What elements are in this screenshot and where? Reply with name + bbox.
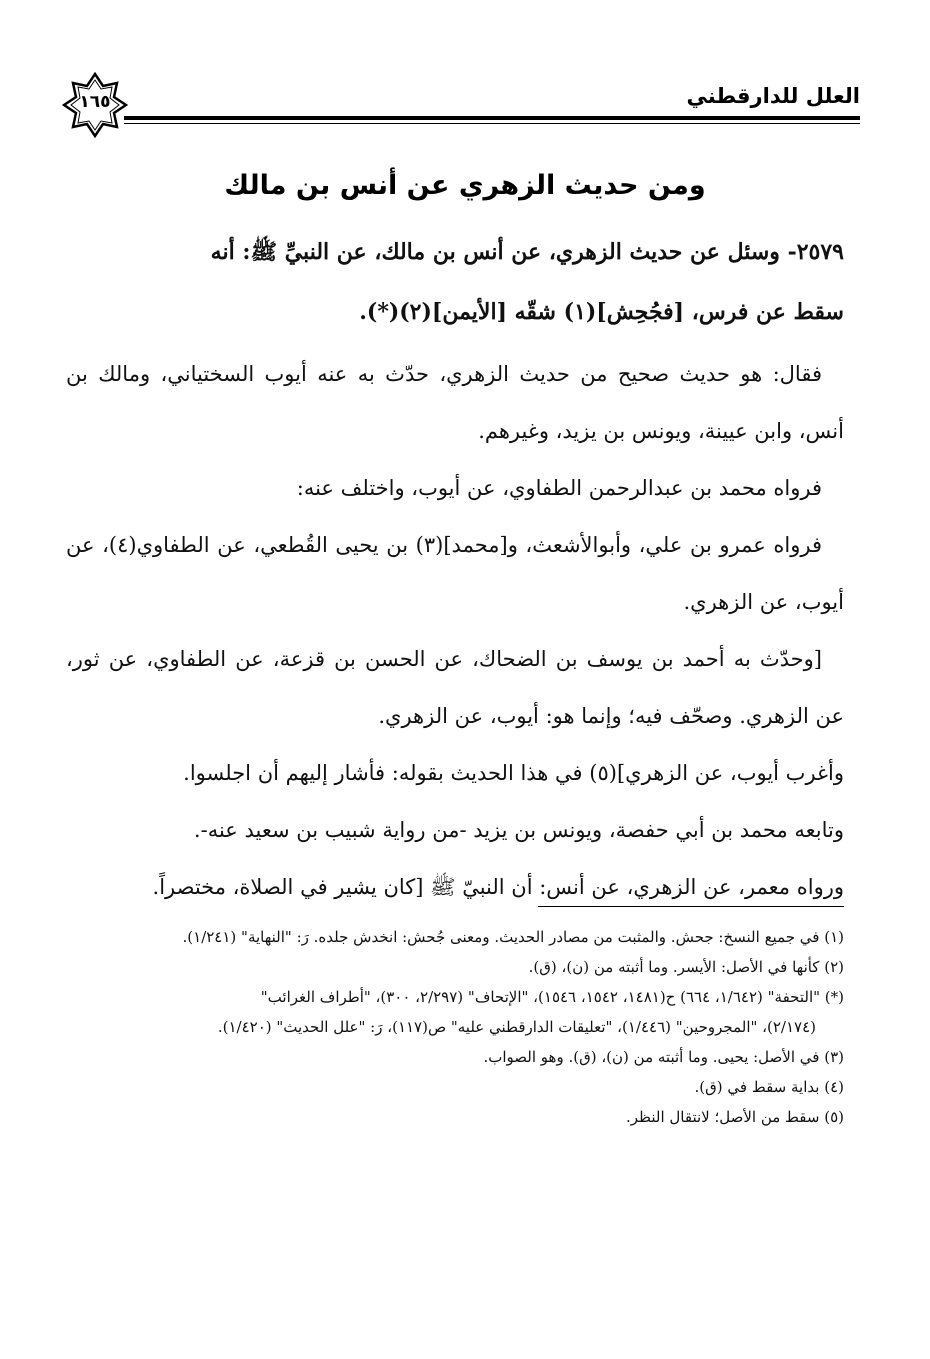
hadith-line-1: ٢٥٧٩- وسئل عن حديث الزهري، عن أنس بن مالك، عن النبيِّ ﷺ: أنه xyxy=(210,239,844,265)
footnote: (٤) بداية سقط في (ق). xyxy=(694,1078,844,1096)
page-header xyxy=(62,72,860,132)
body-paragraph: فقال: هو حديث صحيح من حديث الزهري، حدّث به عنه أيوب السختياني، ومالك بن أنس، وابن عيينة، ويونس بن يزيد، وغيرهم. xyxy=(66,362,844,443)
footnotes xyxy=(66,922,844,1132)
page-number: ١٦٥ xyxy=(79,92,111,112)
body-paragraph: ورواه معمر، عن الزهري، عن أنس: أن النبيّ ﷺ [كان يشير في الصلاة، مختصراً. xyxy=(152,875,844,899)
footnote: (*) "التحفة" (١/٦٤٢، ٦٦٤) ح(١٤٨١، ١٥٤٢، ١٥٤٦)، "الإتحاف" (٢/٢٩٧، ٣٠٠)، "أطراف الغرائب" xyxy=(260,988,844,1006)
section-title: ومن حديث الزهري عن أنس بن مالك xyxy=(224,170,706,201)
footnote-continuation: (٢/١٧٤)، "المجروحين" (١/٤٤٦)، "تعليقات الدارقطني عليه" ص(١١٧)، رَ: "علل الحديث" (١/٤٢٠). xyxy=(217,1018,816,1036)
footnote-separator xyxy=(538,906,844,907)
header-rule-thick xyxy=(124,116,860,120)
body-text xyxy=(66,346,844,916)
body-paragraph: فرواه عمرو بن علي، وأبوالأشعث، و[محمد](٣) بن يحيى القُطعي، عن الطفاوي(٤)، عن أيوب، عن الزهري. xyxy=(66,533,844,614)
header-rule-thin xyxy=(124,123,860,124)
footnote: (٣) في الأصل: يحيى. وما أثبته من (ن)، (ق). وهو الصواب. xyxy=(483,1048,844,1066)
footnote: (٢) كأنها في الأصل: الأيسر. وما أثبته من (ن)، (ق). xyxy=(528,958,844,976)
hadith-entry xyxy=(66,222,844,342)
body-paragraph: وتابعه محمد بن أبي حفصة، ويونس بن يزيد -من رواية شبيب بن سعيد عنه-. xyxy=(193,818,844,842)
body-paragraph: فرواه محمد بن عبدالرحمن الطفاوي، عن أيوب، واختلف عنه: xyxy=(296,476,822,500)
page-number-badge xyxy=(62,72,128,138)
footnote: (١) في جميع النسخ: جحش. والمثبت من مصادر الحديث. ومعنى جُحش: انخدش جلده. رَ: "النهاية" (١/٢٤١). xyxy=(182,928,844,946)
body-paragraph: وأغرب أيوب، عن الزهري](٥) في هذا الحديث بقوله: فأشار إليهم أن اجلسوا. xyxy=(183,761,844,785)
footnote: (٥) سقط من الأصل؛ لانتقال النظر. xyxy=(626,1108,844,1126)
book-title: العلل للدارقطني xyxy=(686,84,860,108)
body-paragraph: [وحدّث به أحمد بن يوسف بن الضحاك، عن الحسن بن قزعة، عن الطفاوي، عن ثور، عن الزهري. وصحّف فيه؛ وإنما هو: أيوب، عن الزهري. xyxy=(66,647,844,728)
hadith-line-2: سقط عن فرس، [فجُحِش](١) شقّه [الأيمن](٢)(*). xyxy=(359,299,844,325)
